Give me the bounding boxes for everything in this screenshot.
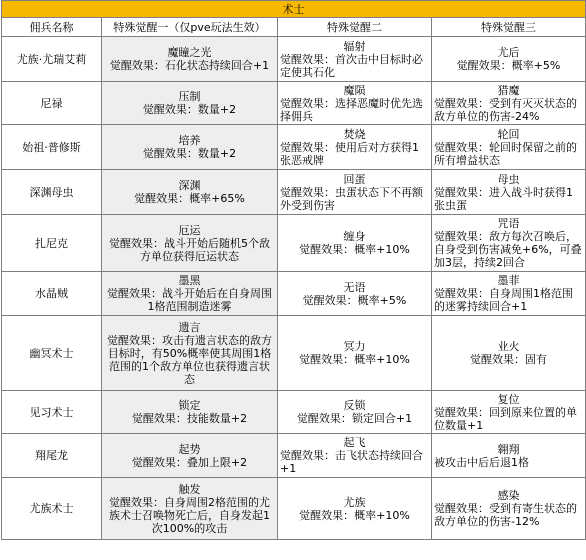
table-row: [2, 478, 586, 540]
awakening-2-desc: 觉醒效果：虫蛋状态下不再额外受到伤害: [280, 185, 423, 212]
mercenary-name: 翔尾龙: [2, 434, 102, 478]
awakening-3-title: 业火: [497, 340, 520, 353]
awakening-2-desc: 觉醒效果：击飞状态持续回合+1: [280, 449, 423, 475]
awakening-2-desc: 觉醒效果：使用后对方获得1张恶戒牌: [280, 140, 419, 167]
awakening-2-desc: 觉醒效果：选择恶魔时优先选择佣兵: [280, 96, 423, 123]
awakening-2-cell: [278, 316, 432, 391]
mercenary-name: 扎尼克: [2, 215, 102, 272]
awakening-2-title: 起飞: [343, 436, 366, 449]
awakening-2-desc: 觉醒效果：概率+5%: [302, 293, 407, 307]
table-title: 术士: [2, 1, 586, 18]
header-mercenary-name: 佣兵名称: [2, 18, 102, 37]
awakening-3-cell: [432, 434, 586, 478]
awakening-1-cell: [102, 434, 278, 478]
awakening-2-title: 冥力: [343, 340, 366, 353]
mercenary-name: 尤族·尤瑞艾莉: [2, 37, 102, 82]
awakening-1-cell: [102, 125, 278, 170]
awakening-3-title: 轮回: [497, 127, 520, 141]
awakening-3-title: 复位: [497, 392, 520, 406]
table-row: [2, 316, 586, 391]
awakening-3-title: 母虫: [497, 172, 520, 186]
table-row: [2, 272, 586, 316]
awakening-1-desc: 觉醒效果：自身周围2格范围的尤族术士召唤物死亡后，自身发起1次100%的攻击: [109, 495, 270, 535]
awakening-2-cell: [278, 478, 432, 540]
awakening-2-desc: 觉醒效果：锁定回合+1: [296, 412, 413, 425]
awakening-1-cell: [102, 316, 278, 391]
awakening-1-cell: [102, 37, 278, 82]
awakening-1-title: 魔瞳之光: [167, 46, 212, 59]
awakening-2-title: 辐射: [343, 39, 366, 53]
awakening-1-title: 起势: [178, 442, 201, 456]
awakening-1-title: 压制: [178, 90, 201, 103]
awakening-2-title: 魔陨: [343, 83, 366, 97]
table-row: [2, 391, 586, 434]
awakening-3-cell: [432, 125, 586, 170]
table-row: [2, 82, 586, 125]
awakening-3-cell: [432, 391, 586, 434]
awakening-3-cell: [432, 316, 586, 391]
awakening-3-title: 墨菲: [497, 274, 520, 287]
awakening-1-title: 培养: [178, 134, 201, 147]
awakening-2-cell: [278, 215, 432, 272]
awakening-3-title: 感染: [497, 489, 520, 502]
awakening-1-title: 锁定: [178, 399, 201, 412]
awakening-1-title: 厄运: [178, 223, 201, 237]
mercenary-name: 尤族术士: [2, 478, 102, 540]
awakening-2-title: 尤族: [343, 495, 366, 509]
header-awakening-2: 特殊觉醒二: [278, 18, 432, 37]
awakening-2-desc: 觉醒效果：概率+10%: [299, 353, 410, 366]
awakening-3-desc: 被攻击中后后退1格: [434, 455, 529, 469]
awakening-3-title: 猎魔: [497, 83, 520, 97]
awakening-3-cell: [432, 215, 586, 272]
awakening-1-cell: [102, 215, 278, 272]
table-row: [2, 170, 586, 215]
table-row: [2, 37, 586, 82]
awakening-2-cell: [278, 272, 432, 316]
mercenary-name: 深渊母虫: [2, 170, 102, 215]
awakening-3-desc: 觉醒效果：概率+5%: [456, 59, 561, 72]
awakening-2-title: 缠身: [343, 230, 366, 243]
awakening-3-desc: 觉醒效果：回到原来位置的单位数量+1: [434, 405, 577, 432]
awakening-1-title: 触发: [178, 482, 201, 496]
awakening-1-desc: 觉醒效果：技能数量+2: [131, 412, 248, 425]
awakening-1-desc: 觉醒效果：攻击有遗言状态的敌方目标时，有50%概率使其周围1格范围的1个敌方单位也获得遗言状态: [107, 333, 272, 386]
awakening-3-desc: 觉醒效果：轮回时保留之前的所有增益状态: [434, 140, 577, 167]
awakening-1-desc: 觉醒效果：石化状态持续回合+1: [109, 59, 270, 72]
mercenary-name: 见习术士: [2, 391, 102, 434]
awakening-3-cell: [432, 37, 586, 82]
awakening-1-title: 墨黑: [178, 274, 201, 287]
awakening-3-desc: 觉醒效果：进入战斗时获得1张虫蛋: [434, 185, 573, 212]
awakening-table: [1, 0, 586, 540]
awakening-1-desc: 觉醒效果：概率+65%: [134, 192, 245, 205]
mercenary-name: 始祖·普修斯: [2, 125, 102, 170]
awakening-1-cell: [102, 391, 278, 434]
mercenary-name: 幽冥术士: [2, 316, 102, 391]
awakening-3-desc: 觉醒效果：自身周围1格范围的迷雾持续回合+1: [434, 287, 573, 313]
awakening-2-title: 反锁: [343, 399, 366, 412]
awakening-1-title: 遗言: [178, 320, 201, 334]
awakening-2-desc: 觉醒效果：概率+10%: [299, 243, 410, 256]
awakening-1-desc: 觉醒效果：叠加上限+2: [131, 455, 248, 469]
awakening-3-desc: 觉醒效果：受到有寄生状态的敌方单位的伤害-12%: [434, 502, 577, 528]
awakening-3-title: 翱翔: [497, 442, 520, 456]
table-header-row: [2, 18, 586, 37]
awakening-2-cell: [278, 82, 432, 125]
awakening-2-title: 焚烧: [343, 127, 366, 141]
mercenary-name: 尼禄: [2, 82, 102, 125]
table-row: [2, 434, 586, 478]
awakening-1-desc: 觉醒效果：数量+2: [142, 147, 237, 160]
awakening-1-cell: [102, 272, 278, 316]
table-title-row: [2, 1, 586, 18]
awakening-3-cell: [432, 478, 586, 540]
awakening-3-cell: [432, 272, 586, 316]
table-row: [2, 125, 586, 170]
awakening-3-desc: 觉醒效果：受到有灭灭状态的敌方单位的伤害-24%: [434, 96, 577, 123]
awakening-2-title: 无语: [343, 280, 366, 294]
awakening-2-cell: [278, 391, 432, 434]
awakening-1-cell: [102, 478, 278, 540]
awakening-1-desc: 觉醒效果：数量+2: [142, 103, 237, 116]
awakening-2-cell: [278, 125, 432, 170]
awakening-1-title: 深渊: [178, 179, 201, 192]
awakening-2-cell: [278, 434, 432, 478]
awakening-2-cell: [278, 37, 432, 82]
header-awakening-3: 特殊觉醒三: [432, 18, 586, 37]
awakening-3-desc: 觉醒效果：固有: [470, 353, 547, 366]
awakening-2-title: 回蛋: [343, 172, 366, 186]
awakening-3-desc: 觉醒效果：敌方每次召唤后，自身受到伤害减免+6%，可叠加3层，持续2回合: [434, 230, 582, 269]
header-awakening-1: 特殊觉醒一（仅pve玩法生效）: [102, 18, 278, 37]
awakening-2-desc: 觉醒效果：首次击中目标时必定使其石化: [280, 52, 423, 79]
awakening-2-cell: [278, 170, 432, 215]
awakening-1-cell: [102, 82, 278, 125]
awakening-1-desc: 觉醒效果：战斗开始后随机5个敌方单位获得厄运状态: [109, 236, 270, 263]
awakening-3-cell: [432, 170, 586, 215]
table-row: [2, 215, 586, 272]
awakening-2-desc: 觉醒效果：概率+10%: [299, 508, 410, 522]
awakening-3-title: 咒语: [497, 217, 520, 230]
awakening-1-desc: 觉醒效果：战斗开始后在自身周围1格范围制造迷雾: [107, 287, 272, 313]
awakening-3-cell: [432, 82, 586, 125]
awakening-1-cell: [102, 170, 278, 215]
awakening-3-title: 尤后: [497, 46, 520, 59]
mercenary-name: 水晶贼: [2, 272, 102, 316]
